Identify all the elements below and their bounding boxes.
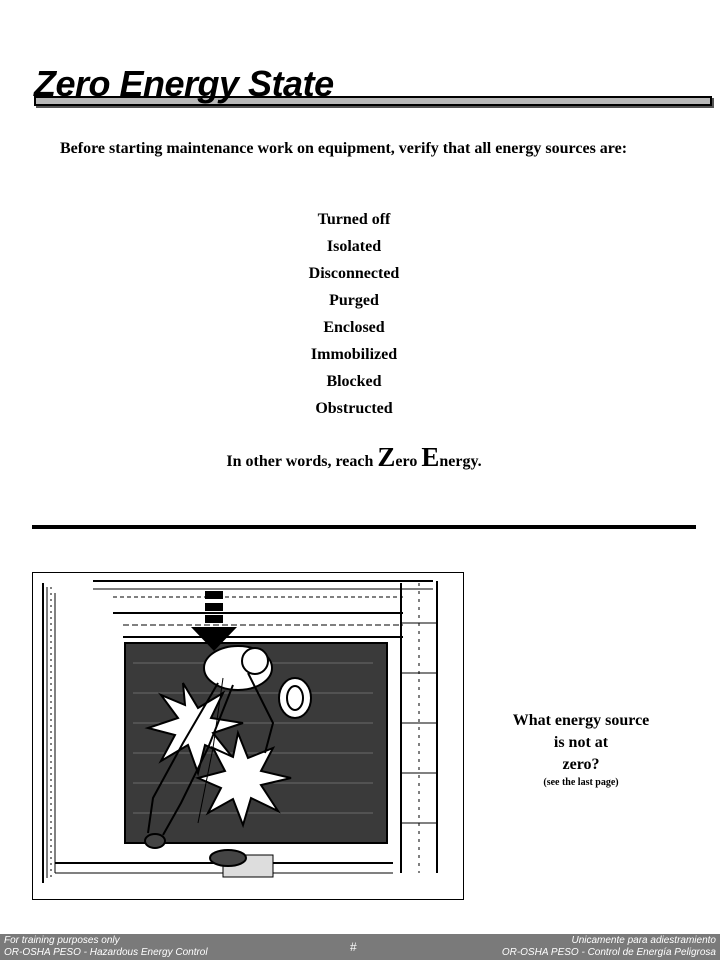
footer-right-line-1: Unicamente para adiestramiento [571,935,716,946]
footer-left [4,935,208,959]
page-number: # [350,940,357,954]
summary-e-capital: E [421,442,440,472]
state-isolated: Isolated [326,238,382,255]
question-line-3: zero? [562,756,600,773]
state-turned-off: Turned off [317,211,391,228]
energy-state-list [0,206,708,422]
question-note: (see the last page) [543,777,619,788]
question-line-1: What energy source [512,712,650,729]
summary-z-rest: ero [395,453,422,470]
intro-paragraph: Before starting maintenance work on equipment, verify that all energy sources are: [60,140,628,157]
question-block [480,710,682,790]
section-divider [32,525,696,529]
summary-line [0,442,708,477]
state-blocked: Blocked [326,373,382,390]
footer-right-line-2: OR-OSHA PESO - Control de Energía Peligrosa [501,947,716,958]
page-title: Zero Energy State [34,63,334,104]
summary-e-rest: nergy. [439,453,482,470]
summary-prefix: In other words, reach [226,453,378,470]
footer-left-line-1: For training purposes only [4,935,120,946]
footer-left-line-2: OR-OSHA PESO - Hazardous Energy Control [4,947,208,958]
left-frame-post [43,583,55,883]
state-obstructed: Obstructed [315,400,393,417]
overhead-rails [93,581,433,637]
illustration-frame [32,572,464,900]
state-purged: Purged [329,292,379,309]
right-shelving [401,581,437,873]
question-line-2: is not at [553,734,609,751]
state-immobilized: Immobilized [310,346,398,363]
state-enclosed: Enclosed [323,319,385,336]
summary-z-capital: Z [377,442,396,472]
state-disconnected: Disconnected [308,265,400,282]
footer-right [502,935,716,959]
worker-struck-illustration [33,573,465,901]
footer-bar [0,934,720,960]
